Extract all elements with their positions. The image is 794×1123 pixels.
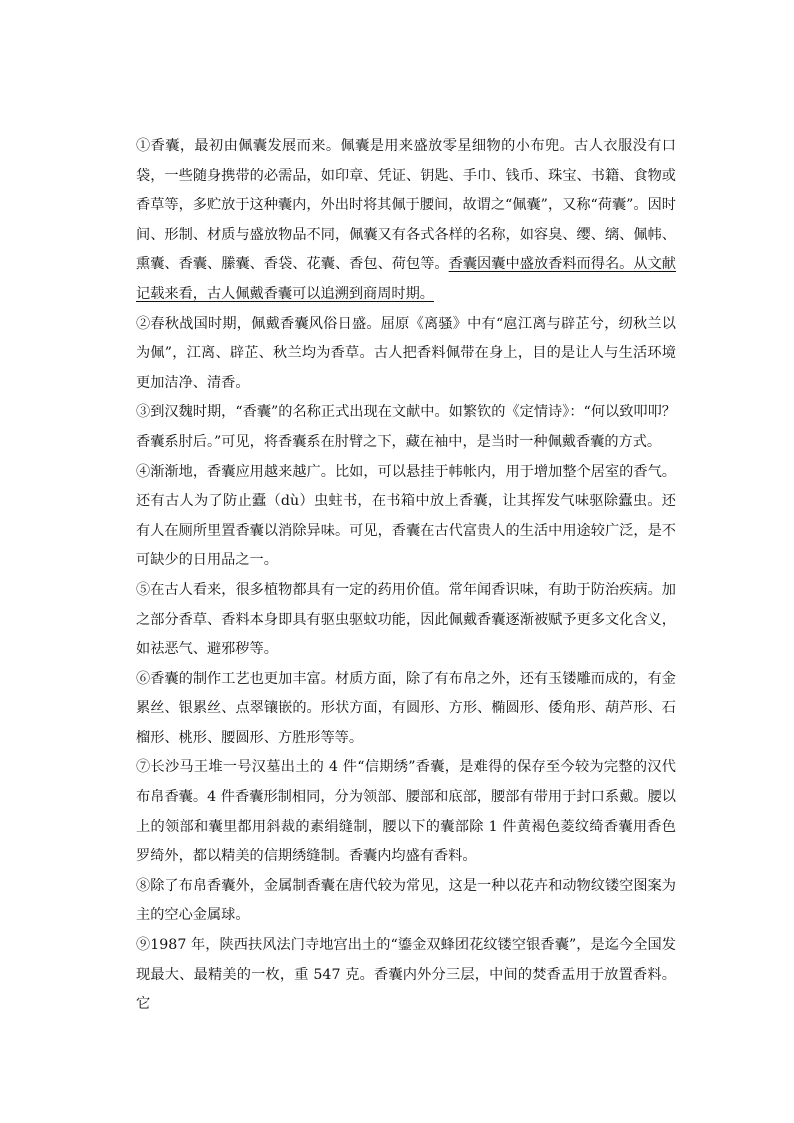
paragraph-8: ⑧除了布帛香囊外，金属制香囊在唐代较为常见，这是一种以花卉和动物纹镂空图案为主的空心金属球。 (136, 877, 676, 924)
paragraph-1 (136, 132, 676, 310)
paragraph-9: ⑨1987 年，陕西扶风法门寺地宫出土的“鎏金双蜂团花纹镂空银香囊”，是迄今全国发现最大、最精美的一枚，重 547 克。香囊内外分三层，中间的焚香盂用于放置香料。它 (136, 937, 676, 1013)
paragraph-4: ④渐渐地，香囊应用越来越广。比如，可以悬挂于帏帐内，用于增加整个居室的香气。还有古人为了防止蠹（dù）虫蛀书，在书箱中放上香囊，让其挥发气味驱除蠹虫。还有人在厕所里置香囊以消除异味。可见，香囊在古代富贵人的生活中用途较广泛，是不可缺少的日用品之一。 (136, 463, 676, 569)
paragraph-5: ⑤在古人看来，很多植物都具有一定的药用价值。常年闻香识味，有助于防治疾病。加之部分香草、香料本身即具有驱虫驱蚊功能，因此佩戴香囊逐渐被赋予更多文化含义，如祛恶气、避邪秽等。 (136, 581, 676, 658)
paragraph-1-text: ①香囊，最初由佩囊发展而来。佩囊是用来盛放零星细物的小布兜。古人衣服没有口袋，一些随身携带的必需品，如印章、凭证、钥匙、手巾、钱币、珠宝、书籍、食物或香草等，多贮放于这种囊内，外出时将其佩于腰间，故谓之“佩囊”，又称“荷囊”。因时间、形制、材质与盛放物品不同，佩囊又有各式各样的名称，如容臭、缨、缡、佩帏、熏囊、香囊、縢囊、香袋、花囊、香包、荷包等。 (136, 138, 676, 273)
paragraph-7: ⑦长沙马王堆一号汉墓出土的 4 件“信期绣”香囊，是难得的保存至今较为完整的汉代布帛香囊。4 件香囊形制相同，分为领部、腰部和底部，腰部有带用于封口系戴。腰以上的领部和囊里都用斜裁的素绢缝制，腰以下的囊部除 1 件黄褐色菱纹绮香囊用香色罗绮外，都以精美的信期绣缝制。香囊内均盛有香料。 (136, 759, 676, 865)
paragraph-2: ②春秋战国时期，佩戴香囊风俗日盛。屈原《离骚》中有“扈江离与辟芷兮，纫秋兰以为佩”，江离、辟芷、秋兰均为香草。古人把香料佩带在身上，目的是让人与生活环境更加洁净、清香。 (136, 315, 676, 391)
paragraph-1-underlined-sentence: 香囊因囊中盛放香料而得名。从文献记载来看，古人佩戴香囊可以追溯到商周时期。 (136, 256, 676, 302)
paragraph-6: ⑥香囊的制作工艺也更加丰富。材质方面，除了有布帛之外，还有玉镂雕而成的，有金累丝、银累丝、点翠镶嵌的。形状方面，有圆形、方形、椭圆形、倭角形、葫芦形、石榴形、桃形、腰圆形、方胜形等等。 (136, 670, 676, 746)
article-body (136, 132, 676, 1020)
paragraph-3: ③到汉魏时期，“香囊”的名称正式出现在文献中。如繁钦的《定情诗》：“何以致叩叩？香囊系肘后。”可见，将香囊系在肘臂之下，藏在袖中，是当时一种佩戴香囊的方式。 (136, 404, 676, 450)
